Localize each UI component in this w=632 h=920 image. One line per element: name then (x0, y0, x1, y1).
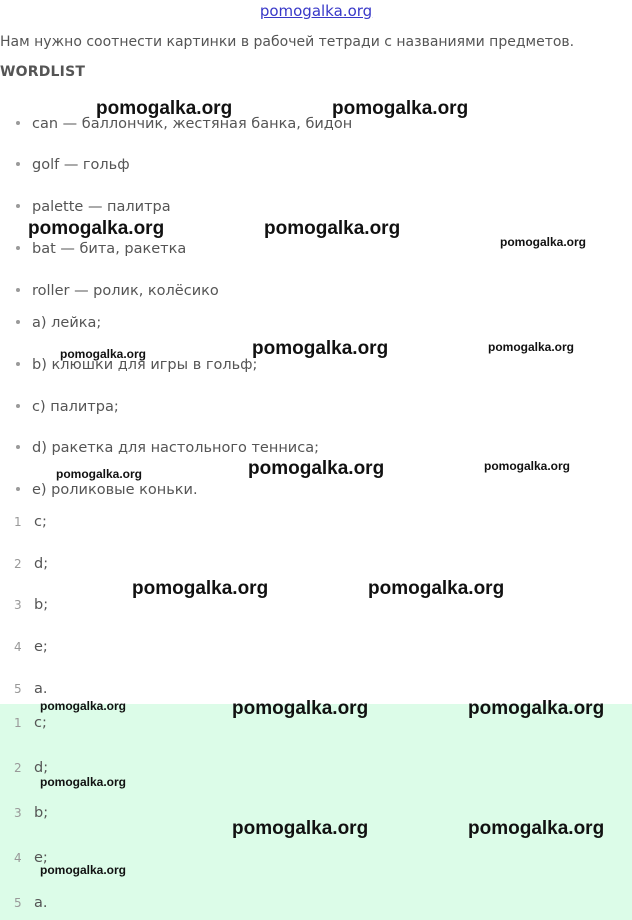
option-item-text: a) лейка; (32, 315, 102, 331)
wordlist-item (16, 199, 171, 215)
option-item (16, 440, 319, 456)
option-item-text: d) ракетка для настольного тенниса; (32, 440, 319, 456)
watermark: pomogalka.org (368, 578, 505, 599)
watermark: pomogalka.org (484, 459, 571, 473)
watermark: pomogalka.org (264, 218, 401, 239)
highlighted-answers-block (0, 704, 632, 920)
answer-number: 5 (14, 682, 22, 696)
answer-text: b; (34, 597, 49, 613)
watermark: pomogalka.org (40, 775, 127, 789)
bullet-icon (16, 204, 20, 208)
watermark: pomogalka.org (488, 340, 575, 354)
wordlist-item (16, 283, 219, 299)
watermark: pomogalka.org (60, 347, 147, 361)
answer-number: 1 (14, 515, 22, 529)
watermark: pomogalka.org (28, 218, 165, 239)
option-item (16, 399, 119, 415)
bullet-icon (16, 362, 20, 366)
watermark: pomogalka.org (332, 98, 469, 119)
answer-item (14, 681, 48, 697)
answer-number: 4 (14, 640, 22, 654)
answer-text: b; (34, 805, 49, 821)
answer-number: 3 (14, 806, 22, 820)
bullet-icon (16, 320, 20, 324)
watermark: pomogalka.org (248, 458, 385, 479)
answer-number: 2 (14, 557, 22, 571)
site-link[interactable]: pomogalka.org (259, 2, 373, 20)
highlighted-answer-item (14, 760, 48, 776)
wordlist-item-text: golf — гольф (32, 157, 130, 173)
answer-item (14, 639, 48, 655)
option-item-text: c) палитра; (32, 399, 119, 415)
answer-text: c; (34, 514, 47, 530)
wordlist-item-text: palette — палитра (32, 199, 171, 215)
answer-text: e; (34, 639, 48, 655)
answer-text: a. (34, 895, 48, 911)
answer-number: 3 (14, 598, 22, 612)
wordlist-item (16, 157, 130, 173)
watermark: pomogalka.org (132, 578, 269, 599)
watermark: pomogalka.org (232, 818, 369, 839)
bullet-icon (16, 487, 20, 491)
bullet-icon (16, 288, 20, 292)
bullet-icon (16, 162, 20, 166)
answer-number: 4 (14, 851, 22, 865)
watermark: pomogalka.org (232, 698, 369, 719)
bullet-icon (16, 121, 20, 125)
watermark: pomogalka.org (468, 698, 605, 719)
highlighted-answer-item (14, 715, 47, 731)
option-item-text: e) роликовые коньки. (32, 482, 198, 498)
highlighted-answer-item (14, 805, 48, 821)
answer-item (14, 514, 47, 530)
wordlist-item-text: roller — ролик, колёсико (32, 283, 219, 299)
answer-text: a. (34, 681, 48, 697)
answer-text: e; (34, 850, 48, 866)
wordlist-item-text: bat — бита, ракетка (32, 241, 187, 257)
watermark: pomogalka.org (40, 863, 127, 877)
watermark: pomogalka.org (500, 235, 587, 249)
option-item-text: b) клюшки для игры в гольф; (32, 357, 258, 373)
option-item (16, 482, 198, 498)
option-item (16, 315, 101, 331)
watermark: pomogalka.org (252, 338, 389, 359)
intro-text: Нам нужно соотнести картинки в рабочей тетради с названиями предметов. (0, 34, 575, 50)
answer-number: 2 (14, 761, 22, 775)
answer-number: 1 (14, 716, 22, 730)
bullet-icon (16, 246, 20, 250)
wordlist-item-text: can — баллончик, жестяная банка, бидон (32, 116, 353, 132)
answer-text: d; (34, 556, 49, 572)
bullet-icon (16, 445, 20, 449)
wordlist-title: WORDLIST (0, 64, 86, 80)
wordlist-item (16, 241, 186, 257)
highlighted-answer-item (14, 895, 48, 911)
watermark: pomogalka.org (40, 699, 127, 713)
answer-text: c; (34, 715, 47, 731)
answer-item (14, 556, 48, 572)
answer-number: 5 (14, 896, 22, 910)
answer-item (14, 597, 48, 613)
watermark: pomogalka.org (468, 818, 605, 839)
watermark: pomogalka.org (56, 467, 143, 481)
watermark: pomogalka.org (96, 98, 233, 119)
answer-text: d; (34, 760, 49, 776)
bullet-icon (16, 404, 20, 408)
